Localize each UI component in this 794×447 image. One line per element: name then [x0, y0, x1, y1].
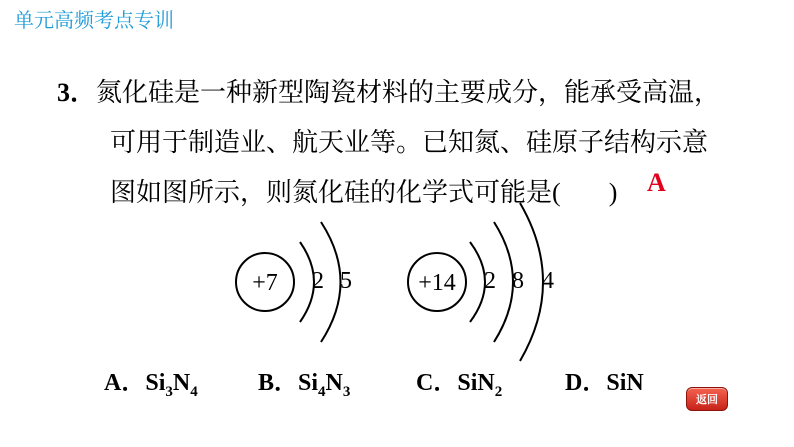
nitrogen-nucleus-charge: +7: [252, 270, 278, 296]
option-a-subscript: 4: [190, 383, 198, 400]
question-text-2: 可用于制造业、航天业等。已知氮、硅原子结构示意: [110, 128, 709, 158]
answer-paren-open: (: [552, 178, 561, 207]
page-header: 单元高频考点专训: [14, 8, 174, 32]
question-number: 3．: [57, 78, 97, 107]
nitrogen-shell-1-electrons: 2: [312, 268, 324, 294]
silicon-shell-2-arc: [494, 222, 513, 342]
option-c-subscript: 2: [494, 383, 503, 400]
silicon-atom: [408, 203, 554, 361]
back-button[interactable]: 返回: [686, 387, 728, 411]
option-c[interactable]: [416, 362, 502, 401]
option-b-label: B．: [258, 370, 299, 396]
question-text-1: 氮化硅是一种新型陶瓷材料的主要成分，能承受高温，: [96, 78, 721, 108]
silicon-nucleus-charge: +14: [418, 270, 456, 296]
answer-key: A: [647, 168, 666, 197]
option-b-subscript: 4: [318, 383, 326, 400]
option-d-label: D．: [565, 370, 607, 396]
silicon-shell-2-electrons: 8: [512, 268, 524, 294]
silicon-shell-1-arc: [470, 242, 485, 322]
option-c-formula-part: SiN: [457, 370, 495, 396]
nitrogen-atom: [236, 222, 352, 342]
answer-paren-close: ): [608, 178, 618, 207]
option-b-formula-part: Si: [298, 370, 319, 396]
option-a-subscript: 3: [165, 383, 173, 400]
option-b-formula-part: N: [325, 370, 343, 396]
option-a-label: A．: [104, 370, 146, 396]
silicon-shell-3-electrons: 4: [542, 268, 554, 294]
option-b[interactable]: [258, 362, 350, 401]
option-a-formula-part: Si: [145, 370, 166, 396]
option-d-formula-part: SiN: [606, 370, 644, 396]
option-d[interactable]: [565, 362, 644, 397]
option-b-subscript: 3: [342, 383, 351, 400]
silicon-shell-1-electrons: 2: [484, 268, 496, 294]
nitrogen-shell-2-electrons: 5: [340, 268, 352, 294]
question-text-3: 图如图所示，则氮化硅的化学式可能是: [110, 178, 553, 208]
option-c-label: C．: [416, 370, 458, 396]
option-a-formula-part: N: [172, 370, 191, 396]
option-a[interactable]: [104, 362, 198, 401]
